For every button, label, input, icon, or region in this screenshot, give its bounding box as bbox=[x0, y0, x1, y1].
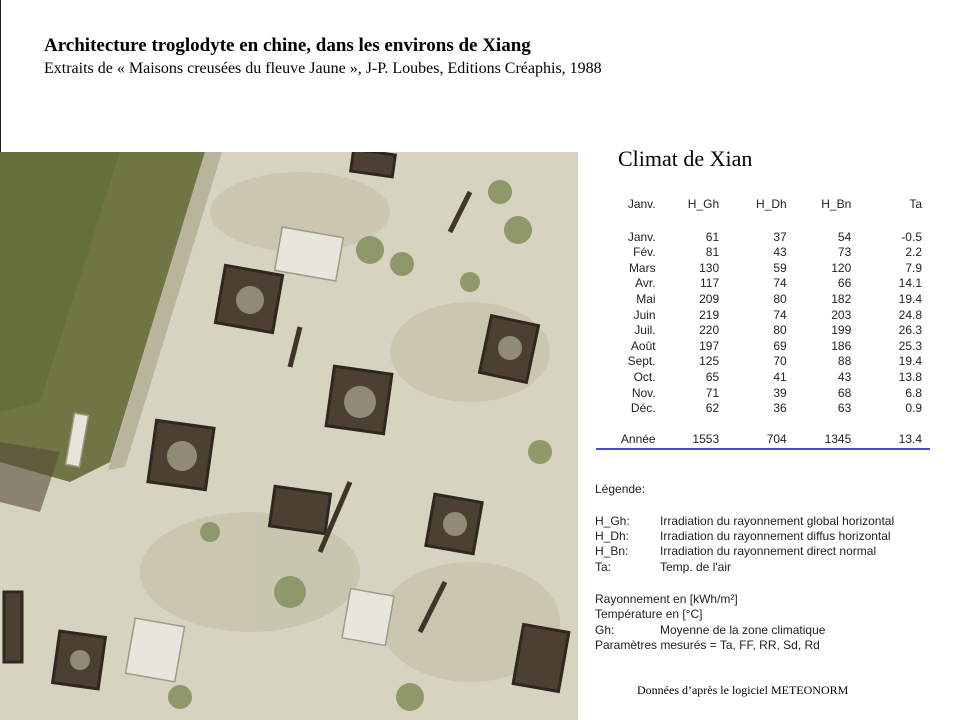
table-cell: 59 bbox=[773, 260, 787, 275]
legend-desc: Moyenne de la zone climatique bbox=[660, 623, 826, 637]
table-cell: 80 bbox=[773, 291, 787, 306]
table-cell: 63 bbox=[837, 401, 852, 416]
legend-desc: Irradiation du rayonnement diffus horizontal bbox=[660, 529, 891, 543]
table-cell: -0.5 bbox=[901, 229, 922, 244]
table-cell: 0.9 bbox=[905, 401, 922, 416]
legend-key: H_Dh: bbox=[595, 529, 630, 543]
table-cell: Août bbox=[630, 338, 656, 353]
table-cell: 74 bbox=[773, 276, 787, 291]
table-cell: 88 bbox=[837, 354, 852, 369]
column-header: Ta bbox=[909, 197, 922, 212]
table-cell: Sept. bbox=[627, 354, 656, 369]
table-cell: 43 bbox=[773, 245, 787, 260]
table-cell: Mars bbox=[628, 260, 656, 275]
table-cell: 73 bbox=[837, 245, 852, 260]
table-cell: Fév. bbox=[633, 245, 656, 260]
table-cell: 130 bbox=[699, 260, 720, 275]
left-border-line bbox=[0, 0, 1, 152]
table-cell: 80 bbox=[773, 323, 787, 338]
table-cell: 74 bbox=[773, 307, 787, 322]
table-row bbox=[588, 370, 922, 386]
table-cell: 68 bbox=[837, 385, 852, 400]
table-cell: 43 bbox=[837, 369, 852, 384]
table-cell: 81 bbox=[705, 245, 720, 260]
document-title: Architecture troglodyte en chine, dans les environs de Xiang bbox=[44, 35, 531, 56]
table-cell: 66 bbox=[837, 276, 852, 291]
column-header: H_Bn bbox=[821, 197, 852, 212]
table-row bbox=[588, 245, 922, 261]
climate-table-panel bbox=[588, 188, 930, 456]
table-cell: 186 bbox=[831, 338, 852, 353]
legend-measured: Paramètres mesurés = Ta, FF, RR, Sd, Rd bbox=[595, 638, 820, 652]
table-cell: 19.4 bbox=[898, 354, 922, 369]
table-cell: Nov. bbox=[631, 385, 656, 400]
table-cell: 19.4 bbox=[898, 291, 922, 306]
legend-key: Ta: bbox=[595, 560, 612, 574]
legend-key: Gh: bbox=[595, 623, 615, 637]
table-cell: 26.3 bbox=[898, 323, 922, 338]
legend-title: Légende: bbox=[595, 482, 646, 496]
table-row bbox=[588, 339, 922, 355]
table-row bbox=[588, 401, 922, 417]
table-cell: 704 bbox=[766, 432, 787, 447]
climate-table bbox=[588, 196, 922, 448]
table-cell: 117 bbox=[699, 276, 720, 291]
table-cell: 219 bbox=[699, 307, 720, 322]
legend-desc: Temp. de l'air bbox=[660, 560, 731, 574]
table-cell: 120 bbox=[831, 260, 852, 275]
table-cell: 2.2 bbox=[905, 245, 922, 260]
legend-units-temperature: Température en [°C] bbox=[595, 607, 703, 621]
table-total-row bbox=[588, 432, 922, 448]
table-cell: 209 bbox=[699, 291, 720, 306]
table-cell: 69 bbox=[773, 338, 787, 353]
legend-units-radiation: Rayonnement en [kWh/m²] bbox=[595, 592, 738, 606]
table-cell: 25.3 bbox=[898, 338, 922, 353]
table-cell: 203 bbox=[831, 307, 852, 322]
table-cell: 71 bbox=[705, 385, 720, 400]
table-cell: 13.4 bbox=[898, 432, 922, 447]
source-footer: Données d’après le logiciel METEONORM bbox=[637, 683, 849, 697]
table-cell: 24.8 bbox=[898, 307, 922, 322]
table-cell: Mai bbox=[636, 291, 656, 306]
column-header: H_Dh bbox=[756, 197, 787, 212]
table-cell: Juin bbox=[633, 307, 656, 322]
legend-key: H_Gh: bbox=[595, 514, 630, 528]
column-header: H_Gh bbox=[687, 197, 720, 212]
table-row bbox=[588, 230, 922, 246]
table-cell: 197 bbox=[699, 338, 720, 353]
table-cell: Janv. bbox=[627, 229, 656, 244]
table-row bbox=[588, 276, 922, 292]
table-header-row bbox=[588, 196, 922, 214]
table-cell: 13.8 bbox=[898, 369, 922, 384]
legend-key: H_Bn: bbox=[595, 544, 629, 558]
table-row bbox=[588, 261, 922, 277]
table-cell: 14.1 bbox=[898, 276, 922, 291]
table-cell: 182 bbox=[831, 291, 852, 306]
table-cell: Juil. bbox=[634, 323, 656, 338]
table-cell: 125 bbox=[699, 354, 720, 369]
legend-desc: Irradiation du rayonnement global horizontal bbox=[660, 514, 895, 528]
aerial-photo bbox=[0, 152, 578, 720]
table-row bbox=[588, 354, 922, 370]
table-cell: 70 bbox=[773, 354, 787, 369]
table-cell: Avr. bbox=[635, 276, 656, 291]
table-cell: 54 bbox=[837, 229, 852, 244]
aerial-photo-illustration bbox=[0, 152, 578, 720]
table-cell: 62 bbox=[705, 401, 720, 416]
table-cell: 61 bbox=[705, 229, 720, 244]
table-cell: Déc. bbox=[630, 401, 656, 416]
table-row bbox=[588, 323, 922, 339]
table-cell: 220 bbox=[699, 323, 720, 338]
table-cell: Année bbox=[620, 432, 656, 447]
table-cell: 6.8 bbox=[905, 385, 922, 400]
table-cell: 36 bbox=[773, 401, 787, 416]
table-cell: 37 bbox=[773, 229, 787, 244]
table-cell: 199 bbox=[831, 323, 852, 338]
table-cell: 7.9 bbox=[905, 260, 922, 275]
document-subtitle: Extraits de « Maisons creusées du fleuve Jaune », J-P. Loubes, Editions Créaphis, 1988 bbox=[44, 60, 602, 77]
table-row bbox=[588, 386, 922, 402]
table-cell: 41 bbox=[773, 369, 787, 384]
column-header: Janv. bbox=[627, 197, 656, 212]
table-cell: 1345 bbox=[824, 432, 852, 447]
table-cell: 39 bbox=[773, 385, 787, 400]
climate-title: Climat de Xian bbox=[618, 146, 753, 171]
table-cell: 65 bbox=[705, 369, 720, 384]
total-separator-line bbox=[596, 448, 930, 450]
table-row bbox=[588, 292, 922, 308]
legend-panel bbox=[588, 474, 930, 664]
table-cell: Oct. bbox=[633, 369, 656, 384]
table-row bbox=[588, 308, 922, 324]
table-cell: 1553 bbox=[692, 432, 720, 447]
legend-desc: Irradiation du rayonnement direct normal bbox=[660, 544, 877, 558]
